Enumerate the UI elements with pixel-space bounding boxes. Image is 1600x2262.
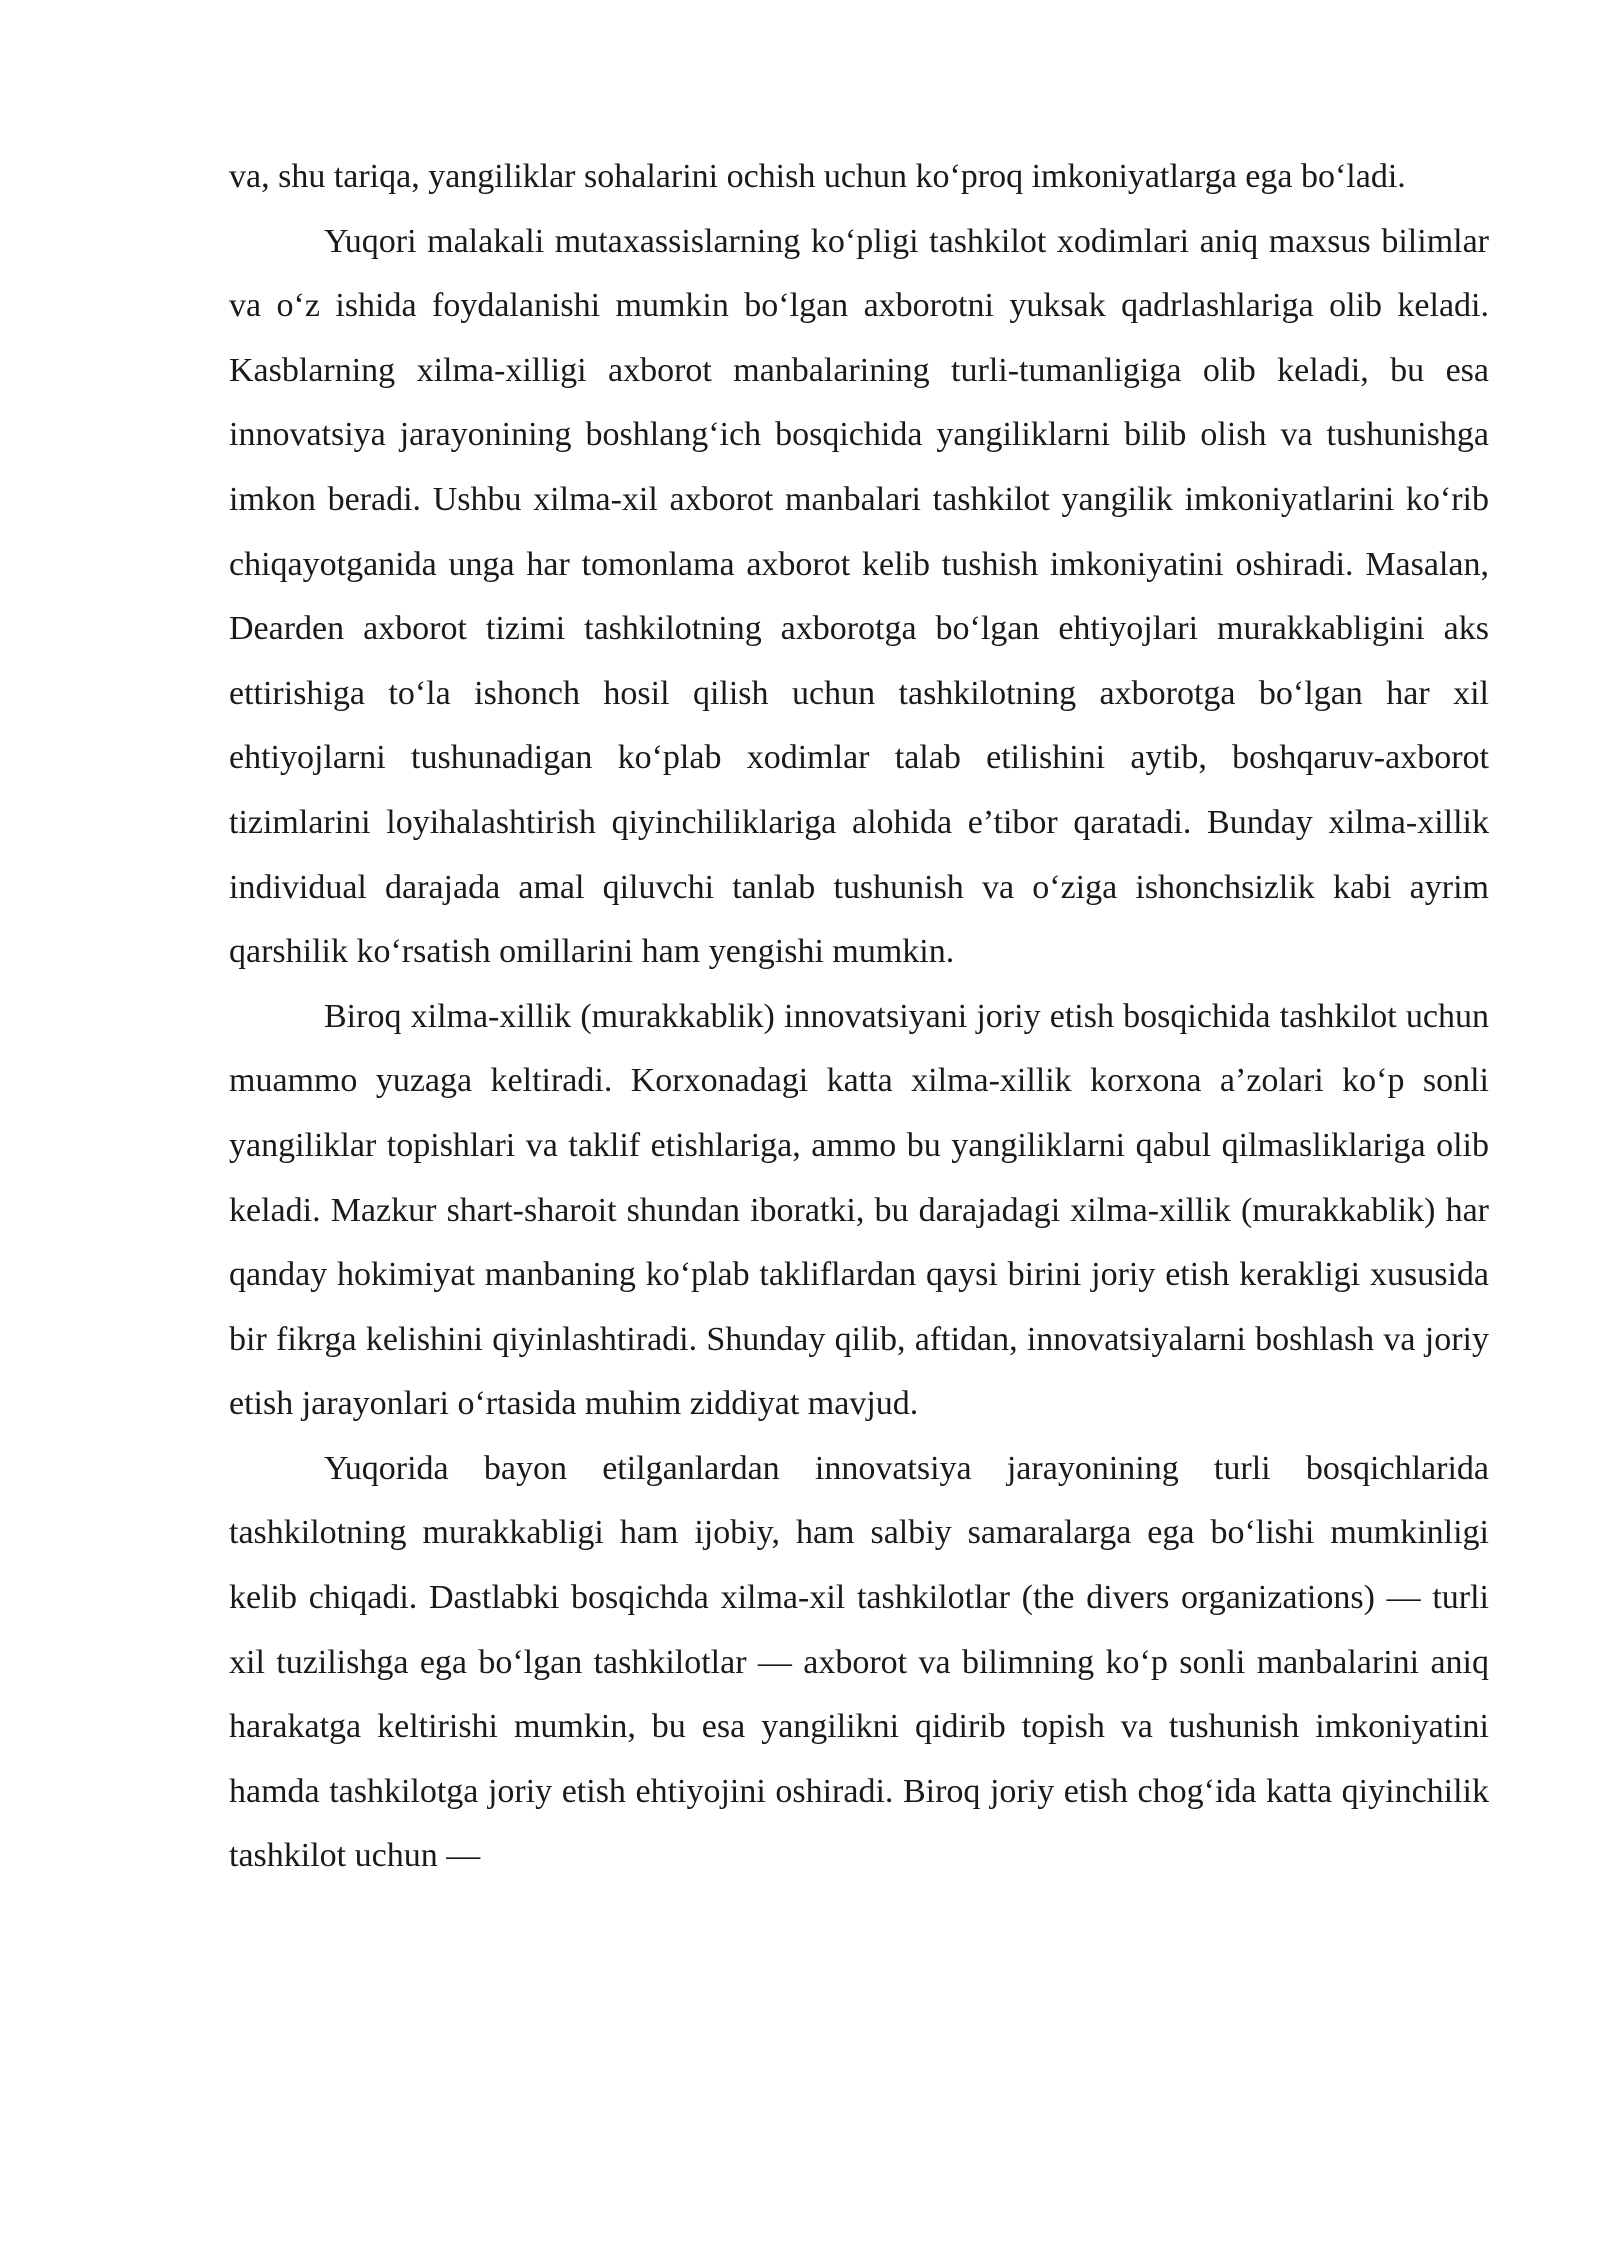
- paragraph-3: Biroq xilma-xillik (murakkablik) innovatsiyani joriy etish bosqichida tashkilot uchun muammo yuzaga keltiradi. Korxonadagi katta xilma-xillik korxona a’zolari ko‘p sonli yangiliklar topishlari va taklif etishlariga, ammo bu yangiliklarni qabul qilmasliklariga olib keladi. Mazkur shart-sharoit shundan iboratki, bu darajadagi xilma-xillik (murakkablik) har qanday hokimiyat manbaning ko‘plab takliflardan qaysi birini joriy etish kerakligi xususida bir fikrga kelishini qiyinlashtiradi. Shunday qilib, aftidan, innovatsiyalarni boshlash va joriy etish jarayonlari o‘rtasida muhim ziddiyat mavjud.: [229, 997, 1489, 1423]
- paragraph-2: Yuqori malakali mutaxassislarning ko‘pligi tashkilot xodimlari aniq maxsus bilimlar va o‘z ishida foydalanishi mumkin bo‘lgan axborotni yuksak qadrlashlariga olib keladi. Kasblarning xilma-xilligi axborot manbalarining turli-tumanligiga olib keladi, bu esa innovatsiya jarayonining boshlang‘ich bosqichida yangiliklarni bilib olish va tushunishga imkon beradi. Ushbu xilma-xil axborot manbalari tashkilot yangilik imkoniyatlarini ko‘rib chiqayotganida unga har tomonlama axborot kelib tushish imkoniyatini oshiradi. Masalan, Dearden axborot tizimi tashkilotning axborotga bo‘lgan ehtiyojlari murakkabligini aks ettirishiga to‘la ishonch hosil qilish uchun tashkilotning axborotga bo‘lgan har xil ehtiyojlarni tushunadigan ko‘plab xodimlar talab etilishini aytib, boshqaruv-axborot tizimlarini loyihalashtirish qiyinchiliklariga alohida e’tibor qaratadi. Bunday xilma-xillik individual darajada amal qiluvchi tanlab tushunish va o‘ziga ishonchsizlik kabi ayrim qarshilik ko‘rsatish omillarini ham yengishi mumkin.: [229, 222, 1489, 971]
- paragraph-4: Yuqorida bayon etilganlardan innovatsiya jarayonining turli bosqichlarida tashkilotning murakkabligi ham ijobiy, ham salbiy samaralarga ega bo‘lishi mumkinligi kelib chiqadi. Dastlabki bosqichda xilma-xil tashkilotlar (the divers organizations) — turli xil tuzilishga ega bo‘lgan tashkilotlar — axborot va bilimning ko‘p sonli manbalarini aniq harakatga keltirishi mumkin, bu esa yangilikni qidirib topish va tushunish imkoniyatini hamda tashkilotga joriy etish ehtiyojini oshiradi. Biroq joriy etish chog‘ida katta qiyinchilik tashkilot uchun —: [229, 1449, 1489, 1875]
- document-page: [229, 145, 1489, 1889]
- paragraph-1: va, shu tariqa, yangiliklar sohalarini ochish uchun ko‘proq imkoniyatlarga ega bo‘ladi.: [229, 158, 1406, 195]
